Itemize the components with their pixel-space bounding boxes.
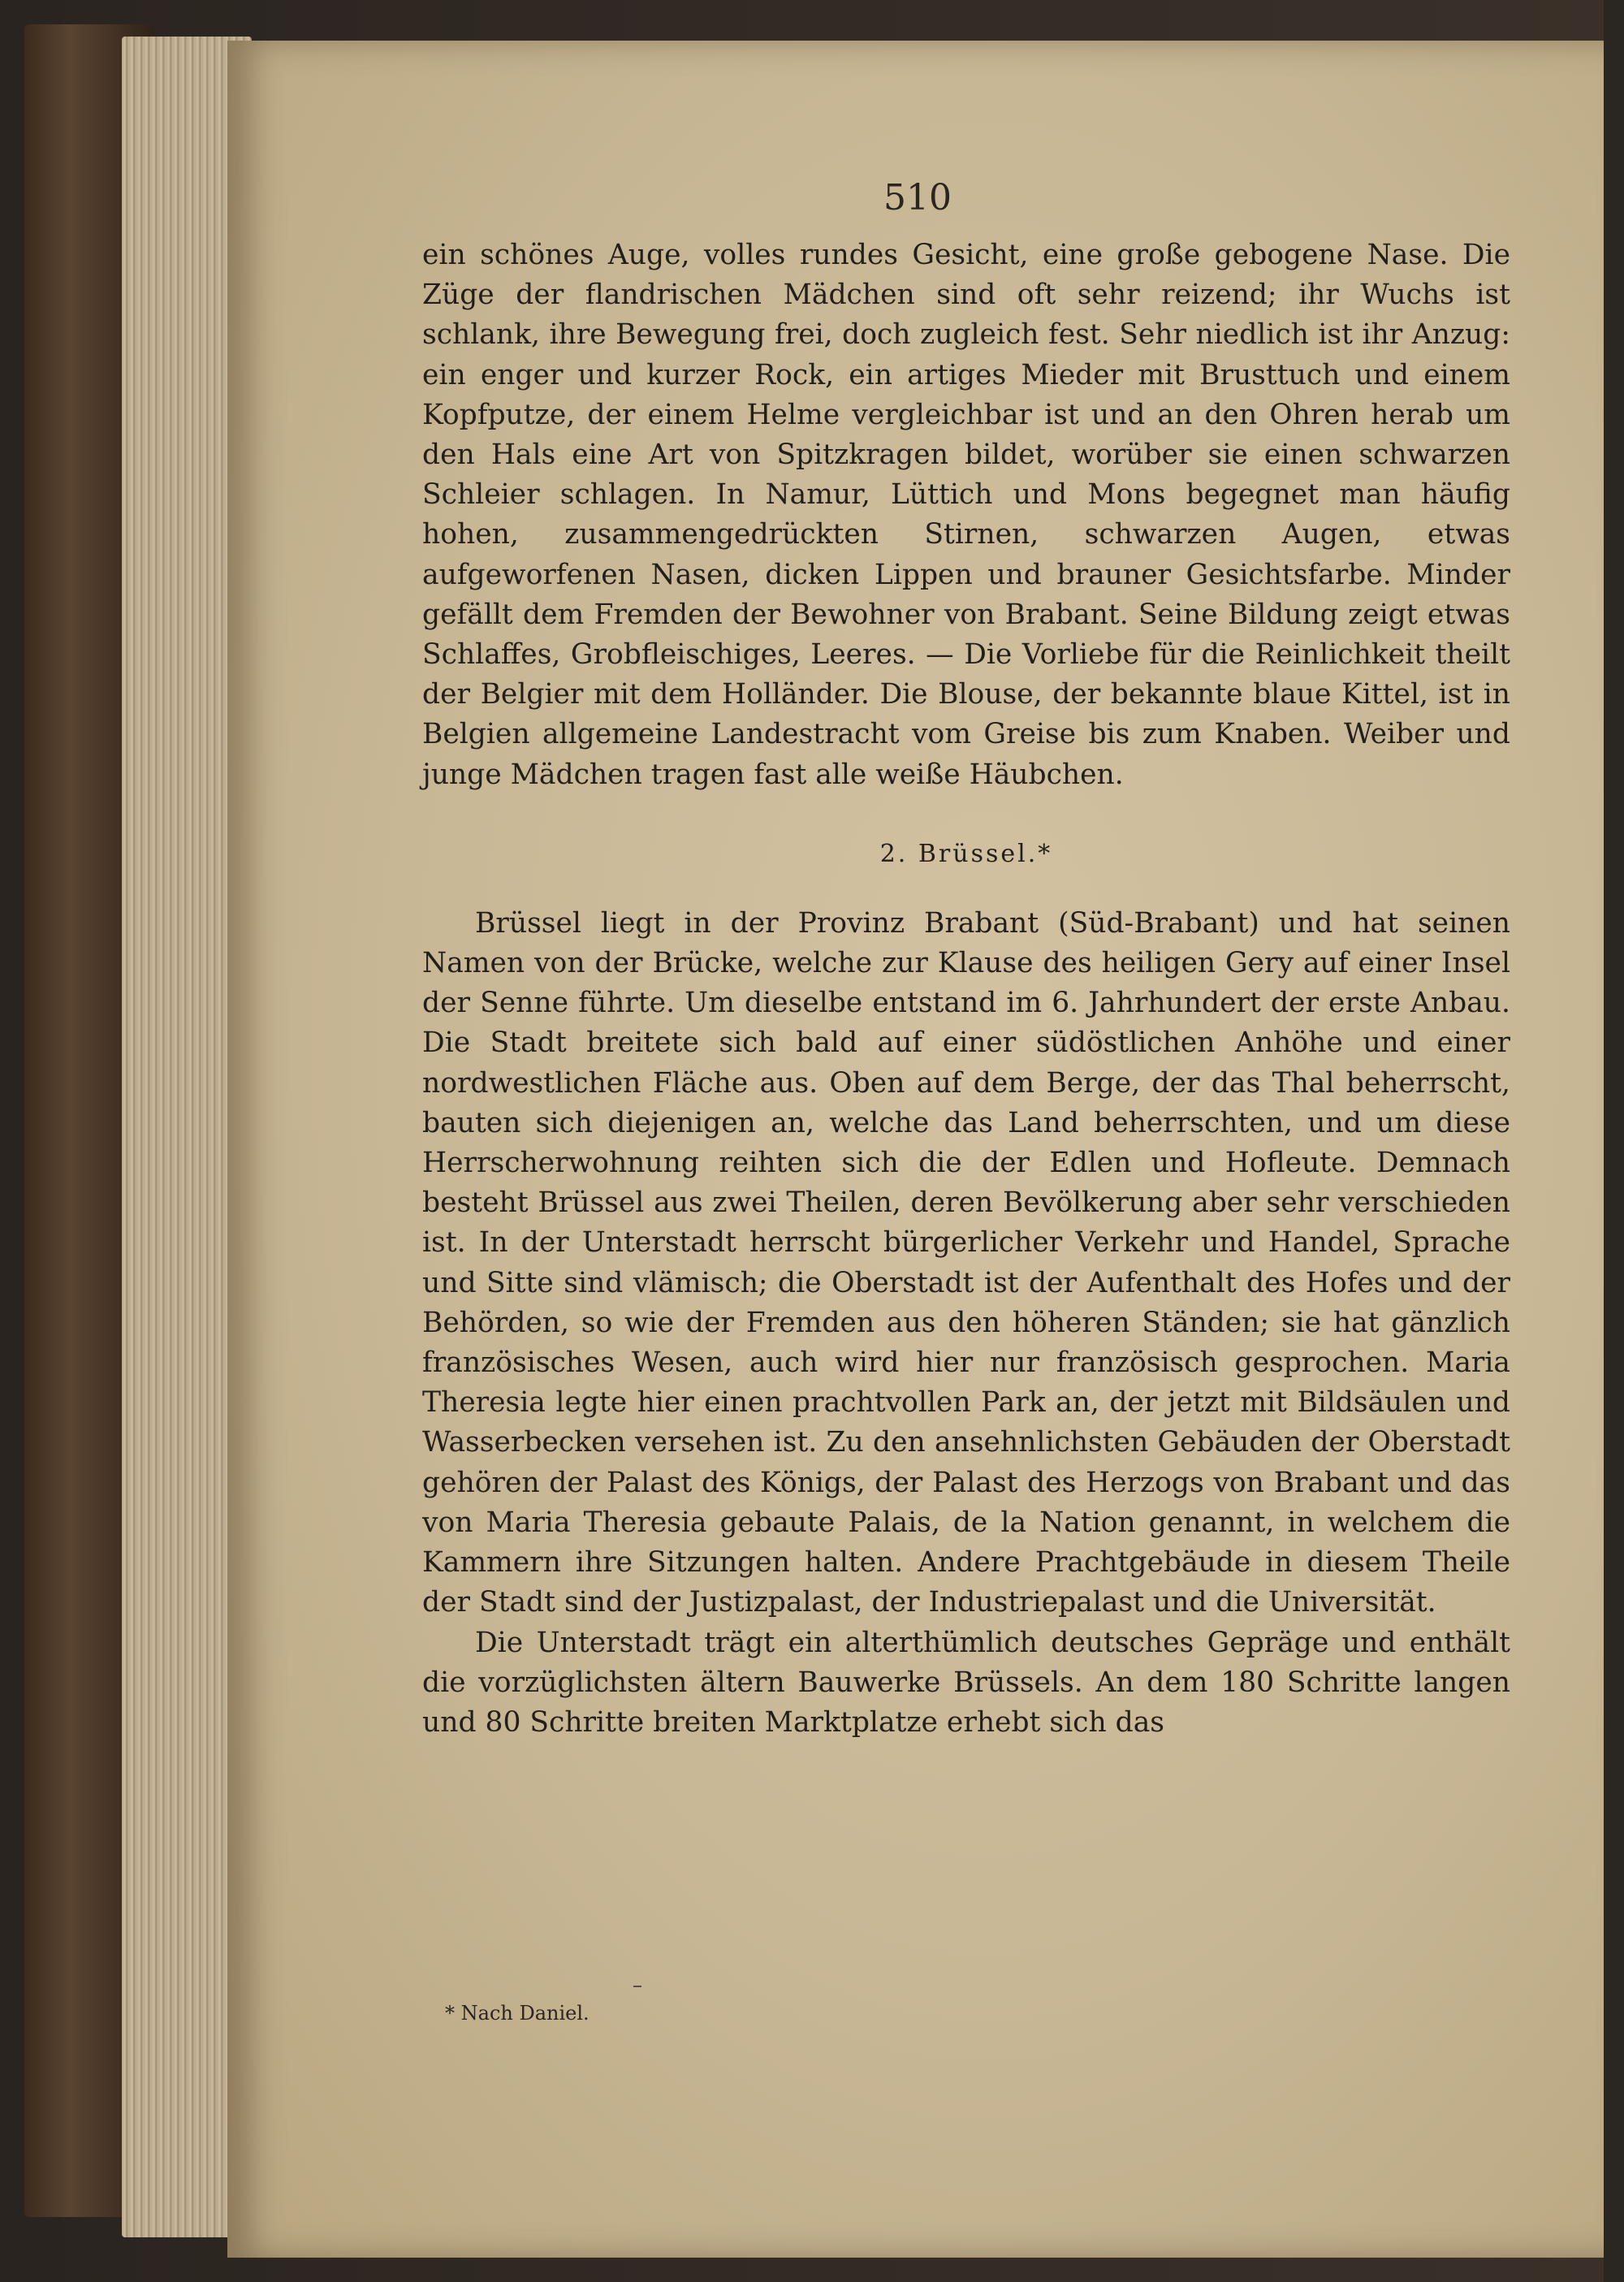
background-edge [1604,0,1624,2282]
page-number: 510 [883,177,952,218]
section-heading: 2. Brüssel.* [879,839,1053,868]
book-page [227,41,1608,2258]
footnote: * Nach Daniel. [445,2002,590,2025]
paragraph-2: Brüssel liegt in der Provinz Brabant (Süd-Brabant) und hat seinen Namen von der Brücke, welche zur Klause des heiligen Gery auf einer Insel der Senne führte. Um dieselbe entstand im 6. Jahrhundert der erste Anbau. Die Stadt breitete sich bald auf einer südöstlichen Anhöhe und einer nordwestlichen Fläche aus. Oben auf dem Berge, der das Thal beherrscht, bauten sich diejenigen an, welche das Land beherrschten, und um diese Herrscherwohnung reihten sich die der Edlen und Hofleute. Demnach besteht Brüssel aus zwei Theilen, deren Bevölkerung aber sehr verschieden ist. In der Unterstadt herrscht bürgerlicher Verkehr und Handel, Sprache und Sitte sind vlämisch; die Oberstadt ist der Aufenthalt des Hofes und der Behörden, so wie der Fremden aus den höheren Ständen; sie hat gänzlich französisches Wesen, auch wird hier nur französisch gesprochen. Maria Theresia legte hier einen prachtvollen Park an, der jetzt mit Bildsäulen und Wasserbecken versehen ist. Zu den ansehnlichsten Gebäuden der Oberstadt gehören der Palast des Königs, der Palast des Herzogs von Brabant und das von Maria Theresia gebaute Palais, de la Nation genannt, in welchem die Kammern ihre Sitzungen halten. Andere Prachtgebäude in diesem Theile der Stadt sind der Justizpalast, der Industriepalast und die Universität. [422,906,1510,1619]
page-body [422,236,1510,1743]
paragraph-1: ein schönes Auge, volles rundes Gesicht, eine große gebogene Nase. Die Züge der flandrischen Mädchen sind oft sehr reizend; ihr Wuchs ist schlank, ihre Bewegung frei, doch zugleich fest. Sehr niedlich ist ihr Anzug: ein enger und kurzer Rock, ein artiges Mieder mit Brusttuch und einem Kopfputze, der einem Helme vergleichbar ist und an den Ohren herab um den Hals eine Art von Spitzkragen bildet, worüber sie einen schwarzen Schleier schlagen. In Namur, Lüttich und Mons begegnet man häufig hohen, zusammengedrückten Stirnen, schwarzen Augen, etwas aufgeworfenen Nasen, dicken Lippen und brauner Gesichtsfarbe. Minder gefällt dem Fremden der Bewohner von Brabant. Seine Bildung zeigt etwas Schlaffes, Grobfleischiges, Leeres. — Die Vorliebe für die Reinlichkeit theilt der Belgier mit dem Holländer. Die Blouse, der bekannte blaue Kittel, ist in Belgien allgemeine Landestracht vom Greise bis zum Knaben. Weiber und junge Mädchen tragen fast alle weiße Häubchen. [422,239,1510,791]
paragraph-3: Die Unterstadt trägt ein alterthümlich deutsches Gepräge und enthält die vorzüglichsten ältern Bauwerke Brüssels. An dem 180 Schritte langen und 80 Schritte breiten Marktplatze erhebt sich das [422,1626,1510,1739]
footnote-separator [633,1986,641,1987]
